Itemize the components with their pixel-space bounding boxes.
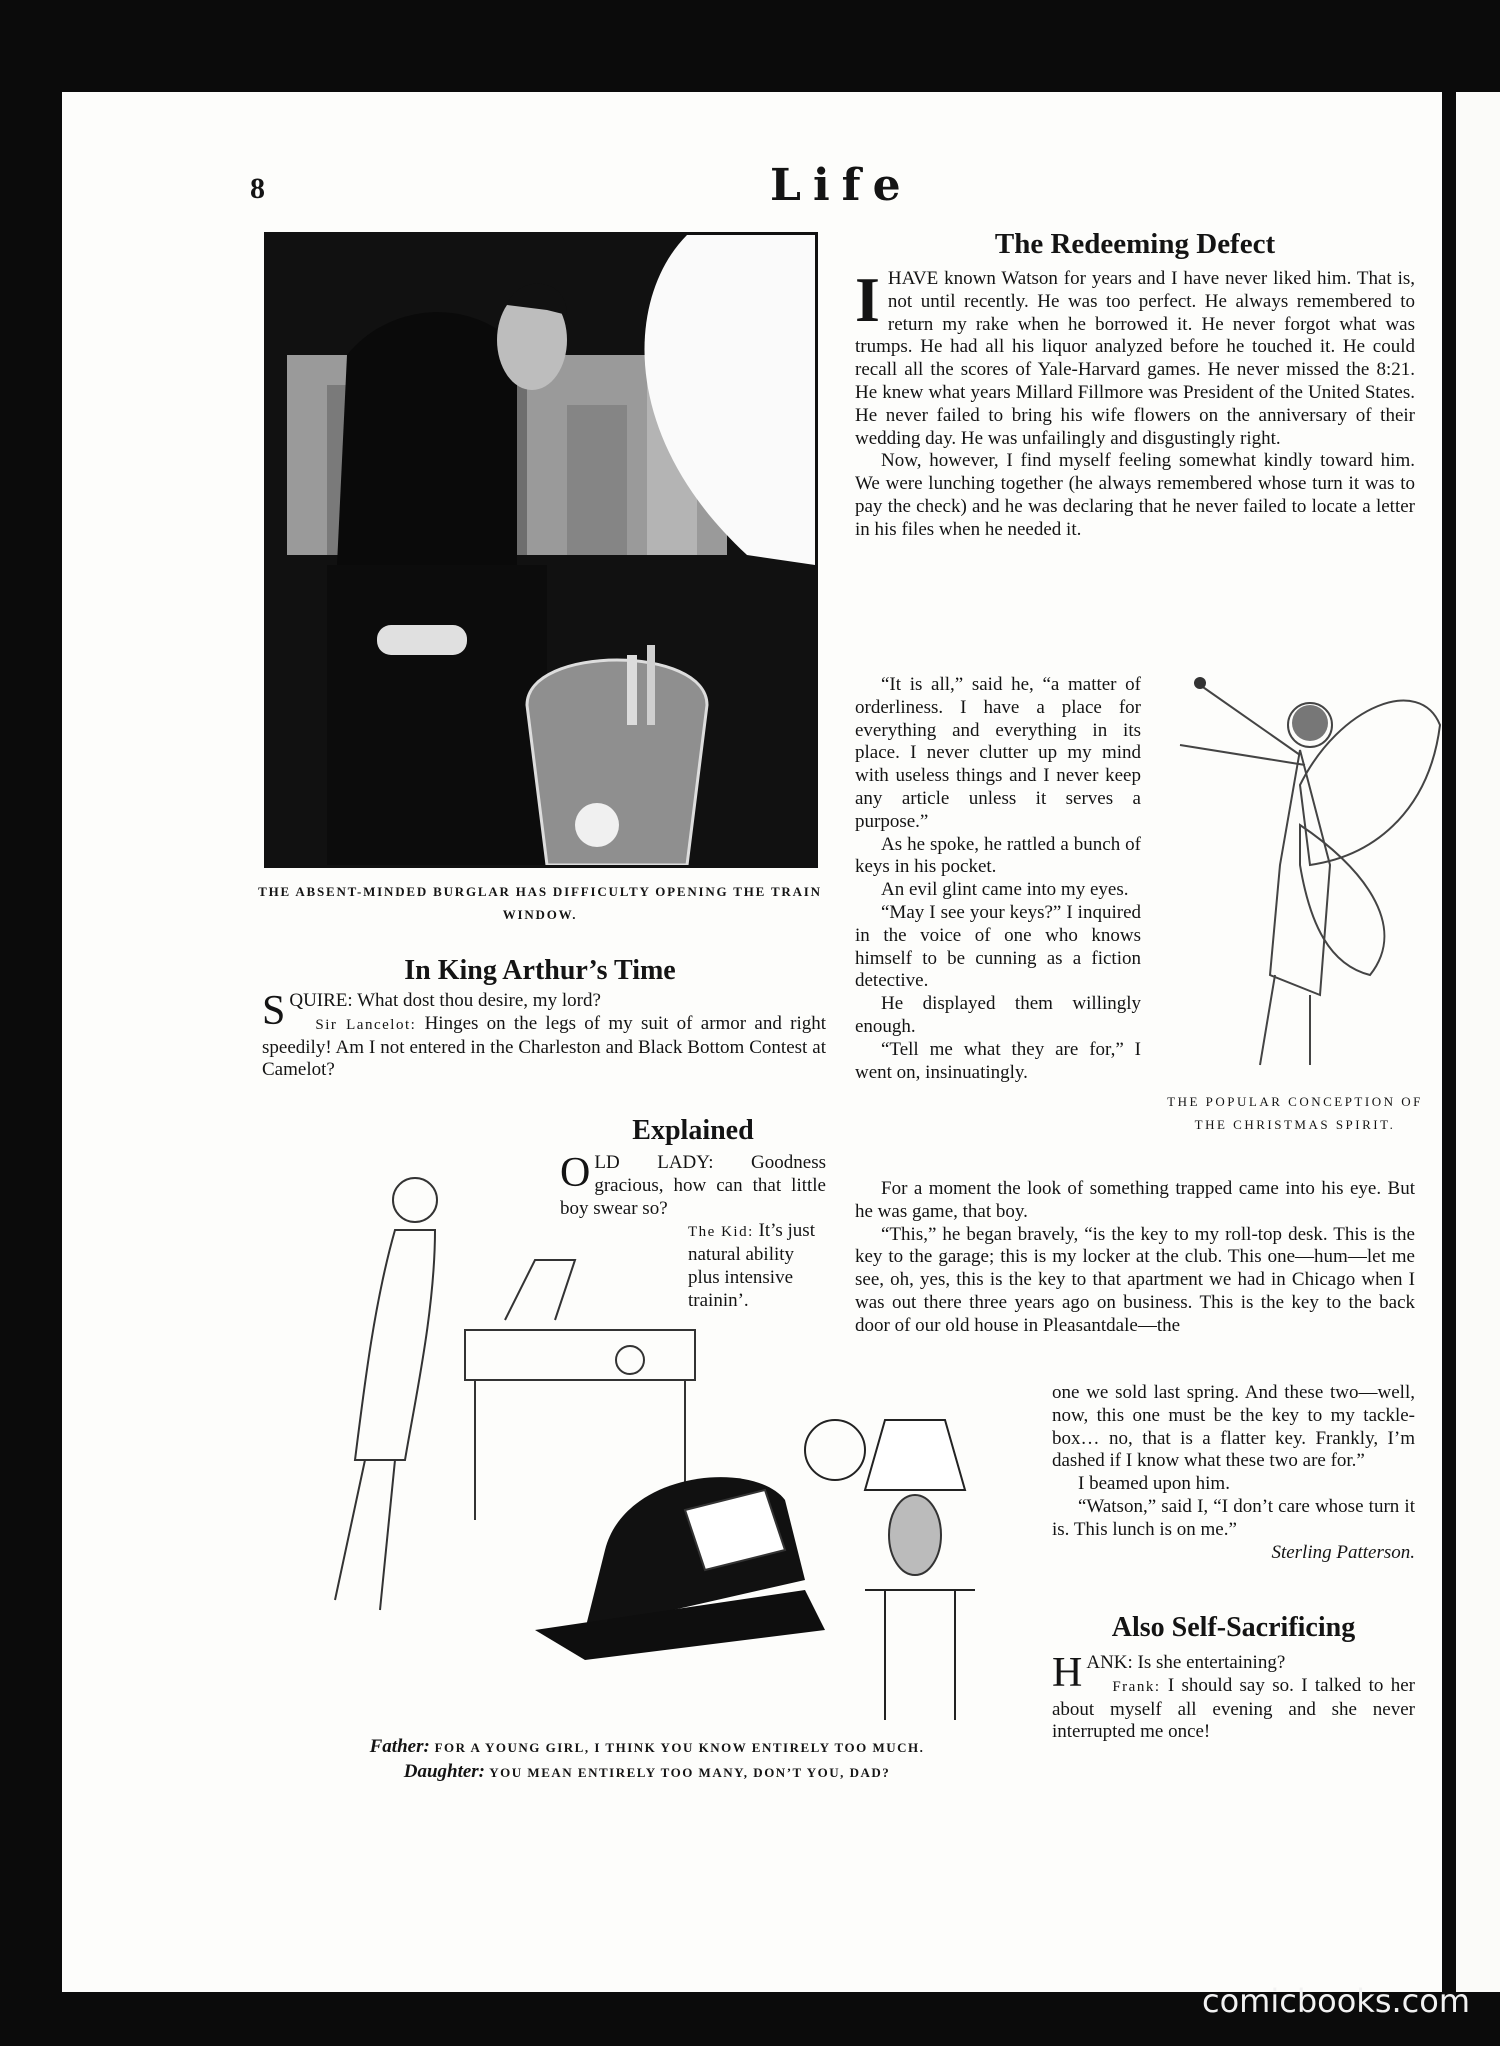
redeeming-p4: As he spoke, he rattled a bunch of keys in his pocket. [855,833,1141,878]
redeeming-p12: “Watson,” said I, “I don’t care whose turn it is. This lunch is on me.” [1052,1495,1415,1540]
daughter-label: Daughter: [403,1761,486,1782]
redeeming-p10a: “This,” he began bravely, “is the key to my roll-top desk. This is the key to the garage; this is my locker at the club. This one—hum—let me see, oh, yes, this is the key to that apartment we had in Chicago when I was out there three years ago on business. This is the key to the back door of our old house in Pleasantdale—the [855,1223,1415,1336]
arthur-speaker: Sir Lancelot: [315,1016,417,1033]
frank-speaker: Frank: [1112,1678,1161,1695]
arthur-squire-line: QUIRE: What dost thou desire, my lord? [289,990,601,1011]
burglar-drawing [267,235,815,865]
page-number: 8 [250,172,265,205]
redeeming-p5: An evil glint came into my eyes. [881,879,1129,901]
christmas-spirit-caption: THE POPULAR CONCEPTION OF THE CHRISTMAS SPIRIT. [1167,1094,1423,1132]
redeeming-p7: He displayed them willingly enough. [855,993,1141,1037]
redeeming-heading: The Redeeming Defect [994,228,1276,260]
father-daughter-caption [262,1735,1032,1785]
father-label: Father: [369,1736,430,1757]
christmas-spirit-illustration [1160,665,1450,1085]
hank-line: ANK: Is she entertaining? [1086,1652,1286,1673]
redeeming-p11: I beamed upon him. [1078,1473,1230,1495]
daughter-line: YOU MEAN ENTIRELY TOO MANY, DON’T YOU, DAD? [489,1765,891,1780]
burglar-illustration [264,232,818,868]
redeeming-p6: “May I see your keys?” I inquired in the voice of one who knows himself to be cunning as a fiction detective. [855,901,1141,992]
redeeming-column-end [1052,1382,1415,1564]
next-page-edge [1452,92,1500,1992]
father-line: FOR A YOUNG GIRL, I THINK YOU KNOW ENTIRELY TOO MUCH. [434,1740,925,1755]
redeeming-p8: “Tell me what they are for,” I went on, insinuatingly. [855,1038,1141,1083]
arthur-heading: In King Arthur’s Time [404,955,676,986]
redeeming-column-mid [855,1178,1415,1338]
redeeming-p10b: one we sold last spring. And these two—well, now, this one must be the key to my tackle-box… no, that is a flatter key. Frankly, I’m dashed if I know what these two are for.” [1052,1382,1415,1472]
arthur-lancelot-line: Hinges on the legs of my suit of armor and right speedily! Am I not entered in the Charleston and Black Bottom Contest at Camelot? [262,1012,826,1081]
explained-heading: Explained [632,1115,754,1146]
explained-speaker: The Kid: [688,1224,754,1241]
redeeming-p2: Now, however, I find myself feeling somewhat kindly toward him. We were lunching together (he always remembered whose turn it was to pay the check) and he was declaring that he never failed to locate a letter in his files when he needed it. [855,450,1415,540]
self-sacrificing-text [1052,1652,1415,1744]
redeeming-p1: HAVE known Watson for years and I have never liked him. That is, not until recently. He was too perfect. He always remembered to return my rake when he borrowed it. He never forgot what was trumps. He had all his liquor analyzed before he touched it. He could recall all the scores of Yale-Harvard games. He never missed the 8:21. He knew what years Millard Fillmore was President of the United States. He never failed to bring his wife flowers on the anniversary of their wedding day. He was unfailingly and disgustingly right. [855,268,1415,449]
explained-lady-line: LD LADY: Goodness gracious, how can that little boy swear so? [560,1152,826,1219]
explained-drop-cap: O [560,1150,591,1196]
burglar-caption: THE ABSENT-MINDED BURGLAR HAS DIFFICULTY OPENING THE TRAIN WINDOW. [258,884,822,922]
watermark: comicbooks.com [1201,1982,1470,2020]
explained-kid-line: It’s just natural ability plus intensive trainin’. [688,1220,815,1311]
redeeming-author: Sterling Patterson. [1271,1541,1415,1563]
self-sacrificing-drop-cap: H [1052,1650,1083,1696]
masthead: Life [770,160,913,211]
arthur-text [262,990,826,1082]
self-sacrificing-heading: Also Self-Sacrificing [1111,1612,1356,1643]
redeeming-p3: “It is all,” said he, “a matter of orderliness. I have a place for everything and everything in its place. I never clutter up my mind with useless things and I never keep any article unless it serves a purpose.” [855,674,1141,832]
redeeming-narrow-column [855,674,1141,1084]
redeeming-drop-cap: I [855,264,880,335]
redeeming-p9: For a moment the look of something trapped came into his eye. But he was game, that boy. [855,1178,1415,1222]
redeeming-column-top [855,264,1415,542]
arthur-drop-cap: S [262,988,286,1034]
frank-line: I should say so. I talked to her about myself all evening and she never interrupted me once! [1052,1674,1415,1743]
